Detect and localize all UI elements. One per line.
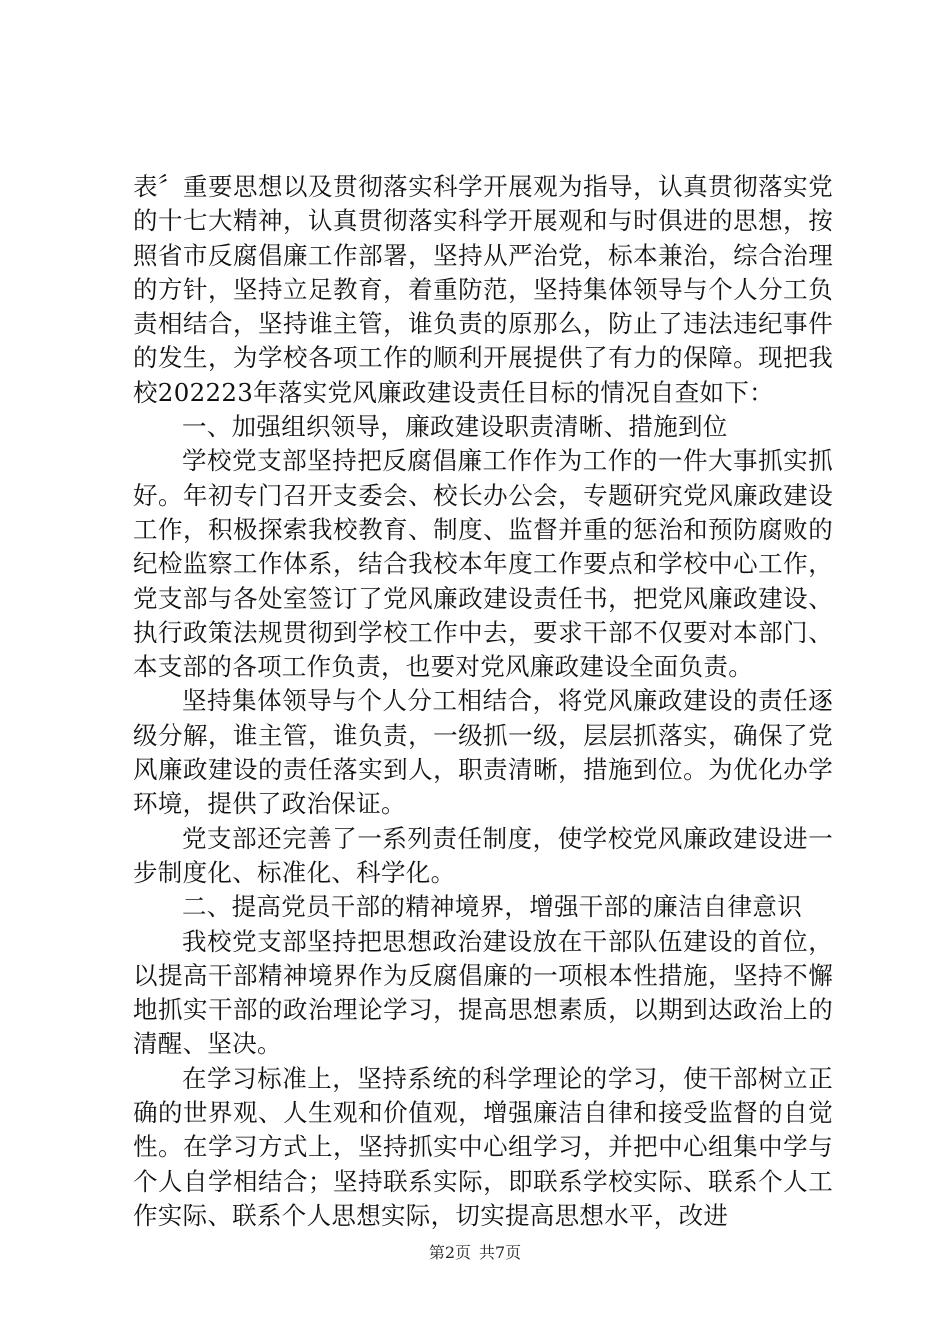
total-pages: 共7页 [479,1243,522,1262]
section-heading-1: 一、加强组织领导，廉政建设职责清晰、措施到位 [182,412,728,442]
page-number: 第2页 [428,1243,471,1262]
body-paragraph: 学校党支部坚持把反腐倡廉工作作为工作的一件大事抓实抓好。年初专门召开支委会、校长办公会，专题研究党风廉政建设工作，积极探索我校教育、制度、监督并重的惩治和预防腐败的纪检监察工作体系，结合我校本年度工作要点和学校中心工作，党支部与各处室签订了党风廉政建设责任书，把党风廉政建设、执行政策法规贯彻到学校工作中去，要求干部不仅要对本部门、本支部的各项工作负责，也要对党风廉政建设全面负责。 [133,446,833,682]
section-heading-2: 二、提高党员干部的精神境界，增强干部的廉洁自律意识 [182,892,802,922]
body-paragraph: 坚持集体领导与个人分工相结合，将党风廉政建设的责任逐级分解，谁主管，谁负责，一级抓一级，层层抓落实，确保了党风廉政建设的责任落实到人，职责清晰，措施到位。为优化办学环境，提供了政治保证。 [133,686,833,819]
body-paragraph: 在学习标准上，坚持系统的科学理论的学习，使干部树立正确的世界观、人生观和价值观，增强廉洁自律和接受监督的自觉性。在学习方式上，坚持抓实中心组学习，并把中心组集中学与个人自学相结合；坚持联系实际，即联系学校实际、联系个人工作实际、联系个人思想实际，切实提高思想水平，改进 [133,1063,833,1230]
body-paragraph: 党支部还完善了一系列责任制度，使学校党风廉政建设进一步制度化、标准化、科学化。 [133,823,833,887]
body-paragraph: 表〞重要思想以及贯彻落实科学开展观为指导，认真贯彻落实党的十七大精神，认真贯彻落实科学开展观和与时俱进的思想，按照省市反腐倡廉工作部署，坚持从严治党，标本兼治，综合治理的方针，坚持立足教育，着重防范，坚持集体领导与个人分工负责相结合，坚持谁主管，谁负责的原那么，防止了违法违纪事件的发生，为学校各项工作的顺利开展提供了有力的保障。现把我校202223年落实党风廉政建设责任目标的情况自查如下： [133,172,833,407]
body-paragraph: 我校党支部坚持把思想政治建设放在干部队伍建设的首位，以提高干部精神境界作为反腐倡廉的一项根本性措施，坚持不懈地抓实干部的政治理论学习，提高思想素质，以期到达政治上的清醒、坚决。 [133,926,833,1059]
document-body [133,170,833,1233]
page-footer [0,1243,950,1263]
